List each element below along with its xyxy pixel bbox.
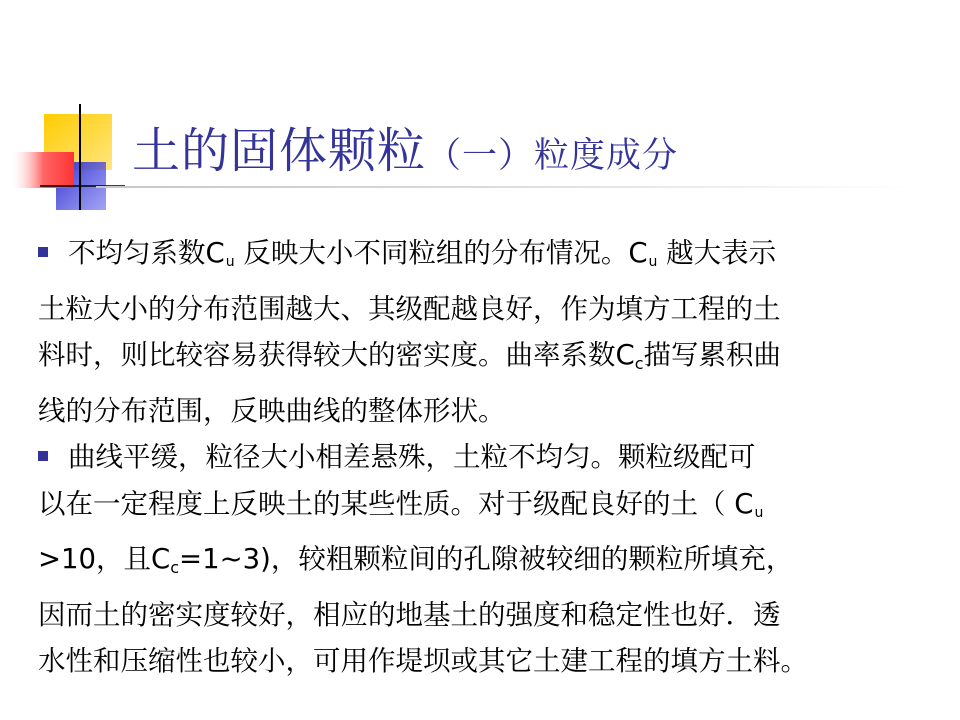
slide-title <box>132 112 678 181</box>
bullet-paragraph-1: 不均匀系数$C_u$ 反映大小不同粒组的分布情况。$C_u$ 越大表示 土粒大小的分布范围越大、其级配越良好，作为填方工程的土 料时，则比较容易获得较大的密实度。曲率系数$C_c$描写累积曲 线的分布范围，反映曲线的整体形状。 <box>38 237 781 427</box>
title-decoration <box>0 100 140 220</box>
square-bullet-icon <box>38 451 48 461</box>
red-square <box>12 152 74 188</box>
title-underline <box>96 186 916 188</box>
title-sub: （一）粒度成分 <box>426 136 679 176</box>
square-bullet-icon <box>38 247 48 257</box>
bullet-paragraph-2: 曲线平缓，粒径大小相差悬殊，土粒不均匀。颗粒级配可 以在一定程度上反映土的某些性质。对于级配良好的土（ $C_u$ >10，且$C_c=1\sim 3$)，较粗颗粒间的孔隙被较细的颗粒所填充， 因而土的密实度较好，相应的地基土的强度和稳定性也好．透 水性和压缩性也较小，可用作堤坝或其它土建工程的填方土料。 <box>38 441 808 677</box>
title-main: 土的固体颗粒 <box>132 123 427 179</box>
slide-body <box>38 230 918 685</box>
